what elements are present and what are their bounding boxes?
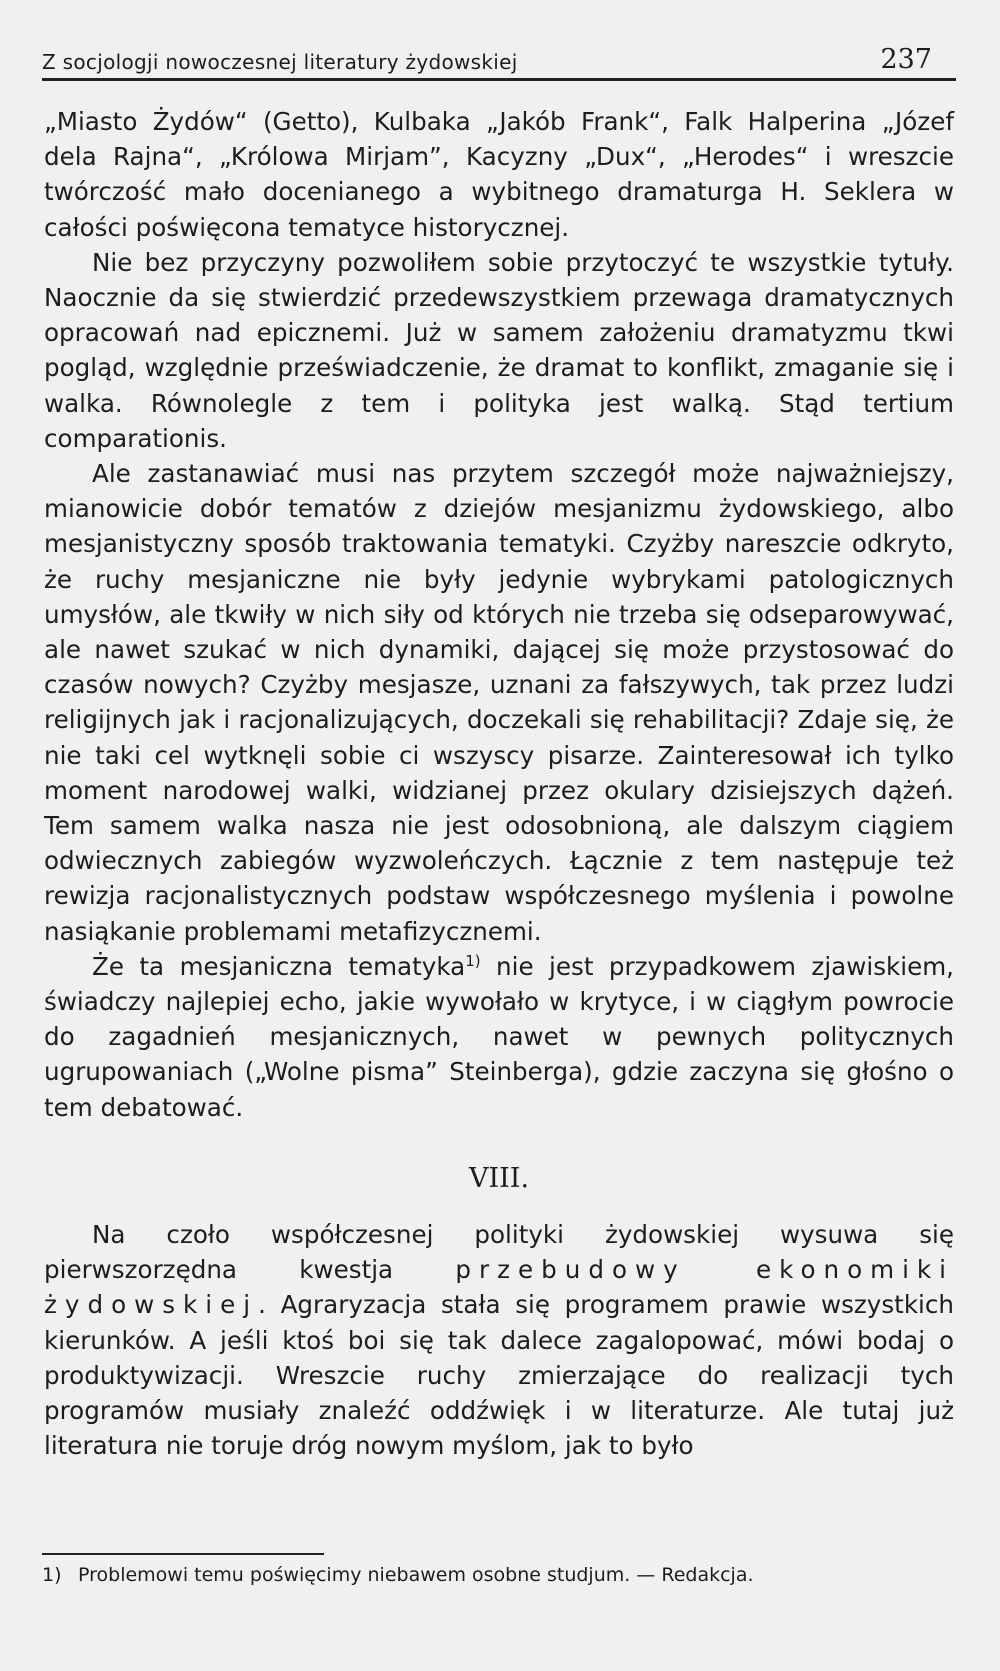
paragraph-text: Że ta mesjaniczna tematyka	[92, 951, 466, 981]
footnote-text: Problemowi temu poświęcimy niebawem osobne studjum. — Redakcja.	[78, 1564, 754, 1586]
section-heading: VIII.	[468, 1162, 530, 1194]
paragraph: Ale zastanawiać musi nas przytem szczegół może najważniejszy, mianowicie dobór tematów z dziejów mesjanizmu żydowskiego, albo mesjanistyczny sposób traktowania tematyki. Czyżby nareszcie odkryto, że ruchy mesjaniczne nie były jedynie wybrykami patologicznych umysłów, ale tkwiły w nich siły od których nie trzeba się odseparowywać, ale nawet szukać w nich dynamiki, dającej się może przystosować do czasów nowych? Czyżby mesjasze, uznani za fałszywych, tak przez ludzi religijnych jak i racjonalizujących, doczekali się rehabilitacji? Zdaje się, że nie taki cel wytknęli sobie ci wszyscy pisarze. Zainteresował ich tylko moment narodowej walki, widzianej przez okulary dzisiejszych dążeń. Tem samem walka nasza nie jest odosobnioną, ale dalszym ciągiem odwiecznych zabiegów wyzwoleńczych. Łącznie z tem następuje też rewizja racjonalistycznych podstaw współczesnego myślenia i powolne nasiąkanie problemami metafizycznemi.	[44, 459, 954, 946]
header-rule	[42, 78, 956, 81]
paragraph: Nie bez przyczyny pozwoliłem sobie przytoczyć te wszystkie tytuły. Naocznie da się stwierdzić przedewszystkiem przewaga dramatycznych opracowań nad epicznemi. Już w samem założeniu dramatyzmu tkwi pogląd, względnie przeświadczenie, że dramat to konflikt, zmaganie się i walka. Równolegle z tem i polityka jest walką. Stąd tertium comparationis.	[44, 247, 954, 453]
section-paragraph	[44, 1217, 954, 1463]
paragraph-text: . Agraryzacja stała się programem prawie wszystkich kierunków. A jeśli ktoś boi się tak dalece zagalopować, mówi bodaj o produktywizacji. Wreszcie ruchy zmierzające do realizacji tych programów musiały znaleźć oddźwięk i w literaturze. Ale tutaj już literatura nie toruje dróg nowym myślom, jak to było	[44, 1290, 954, 1461]
running-head	[42, 44, 932, 80]
footnote-rule	[42, 1553, 324, 1555]
page-number: 237	[880, 44, 932, 75]
running-title: Z socjologji nowoczesnej literatury żydowskiej	[42, 50, 518, 74]
emphasized-spaced-text: przebudowy ekonomiki żydowskiej	[44, 1255, 954, 1320]
paragraph: „Miasto Żydów“ (Getto), Kulbaka „Jakób Frank“, Falk Halperina „Józef dela Rajna“, „Królowa Mirjam”, Kacyzny „Dux“, „Herodes“ i wreszcie twórczość mało docenianego a wybitnego dramaturga H. Seklera w całości poświęcona tematyce historycznej.	[44, 107, 954, 242]
paragraph-text: nie jest przypadkowem zjawiskiem, świadczy najlepiej echo, jakie wywołało w krytyce, i w ciągłym powrocie do zagadnień mesjanicznych, nawet w pewnych politycznych ugrupowaniach („Wolne pisma” Steinberga), gdzie zaczyna się głośno o tem debatować.	[44, 951, 954, 1122]
footnote	[42, 1561, 942, 1589]
footnote-reference: 1)	[465, 951, 481, 970]
body-text	[44, 104, 954, 1463]
paragraph-text: Na czoło współczesnej polityki żydowskiej wysuwa się pierwszorzędna kwestja	[44, 1219, 954, 1285]
paragraph-with-footnote	[44, 949, 954, 1125]
footnote-marker: 1)	[42, 1564, 62, 1586]
